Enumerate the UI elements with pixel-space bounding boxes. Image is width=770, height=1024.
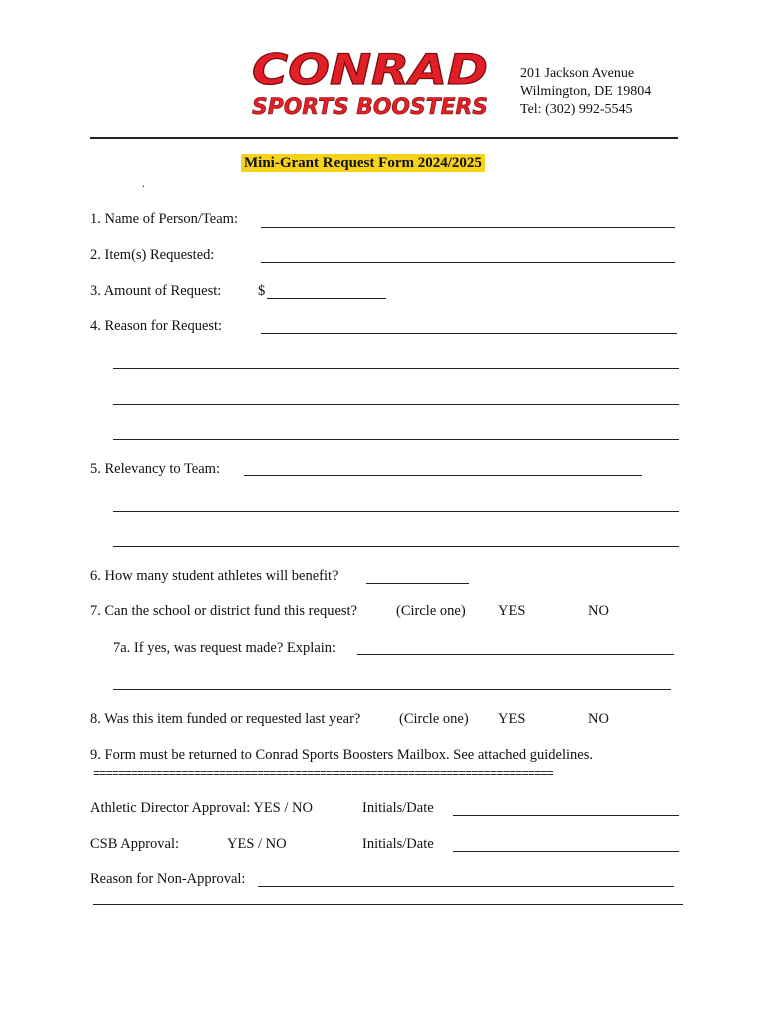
q9-label: 9. Form must be returned to Conrad Sports Boosters Mailbox. See attached guidelines. <box>90 747 593 763</box>
q7-yes-option[interactable]: YES <box>498 603 526 619</box>
csb-initials-line[interactable] <box>453 851 679 852</box>
address-street: 201 Jackson Avenue <box>520 66 635 81</box>
q4-answer-line-3[interactable] <box>113 404 679 405</box>
non-approval-line-1[interactable] <box>258 886 674 887</box>
q8-no-option[interactable]: NO <box>588 711 609 727</box>
csb-initials-label: Initials/Date <box>362 836 434 852</box>
q7a-answer-line-2[interactable] <box>113 689 671 690</box>
header-rule <box>90 137 678 139</box>
address-city: Wilmington, DE 19804 <box>520 84 652 99</box>
address-block <box>520 65 651 119</box>
q1-answer-line[interactable] <box>261 227 675 228</box>
q8-circle-one: (Circle one) <box>399 711 469 727</box>
logo-conrad-text: CONRAD <box>252 46 488 94</box>
ad-initials-label: Initials/Date <box>362 800 434 816</box>
q7a-answer-line-1[interactable] <box>357 654 674 655</box>
q5-answer-line-2[interactable] <box>113 511 679 512</box>
csb-approval-label: CSB Approval: <box>90 836 180 852</box>
q3-answer-line[interactable] <box>267 298 386 299</box>
separator-line: ========================================================================= <box>93 767 553 781</box>
logo-boosters-text: SPORTS BOOSTERS <box>252 95 488 120</box>
q2-label: 2. Item(s) Requested: <box>90 247 215 263</box>
q2-answer-line[interactable] <box>261 262 675 263</box>
ad-initials-line[interactable] <box>453 815 679 816</box>
q7-label: 7. Can the school or district fund this request? <box>90 603 357 619</box>
q3-label: 3. Amount of Request: <box>90 283 222 299</box>
q5-answer-line-3[interactable] <box>113 546 679 547</box>
address-phone: Tel: (302) 992-5545 <box>520 102 633 117</box>
non-approval-label: Reason for Non-Approval: <box>90 871 246 887</box>
q3-currency: $ <box>258 283 266 299</box>
ad-approval-label: Athletic Director Approval: YES / NO <box>90 800 313 816</box>
stray-dot: . <box>142 176 145 190</box>
csb-approval-options[interactable]: YES / NO <box>227 836 287 852</box>
q1-label: 1. Name of Person/Team: <box>90 211 238 227</box>
q4-answer-line-1[interactable] <box>261 333 677 334</box>
q4-answer-line-2[interactable] <box>113 368 679 369</box>
q7-circle-one: (Circle one) <box>396 603 466 619</box>
q4-answer-line-4[interactable] <box>113 439 679 440</box>
q7a-label: 7a. If yes, was request made? Explain: <box>113 640 337 656</box>
q4-label: 4. Reason for Request: <box>90 318 223 334</box>
q6-answer-line[interactable] <box>366 583 469 584</box>
non-approval-line-2[interactable] <box>93 904 683 905</box>
form-title: Mini-Grant Request Form 2024/2025 <box>241 155 485 172</box>
q5-answer-line-1[interactable] <box>244 475 642 476</box>
q7-no-option[interactable]: NO <box>588 603 609 619</box>
q8-label: 8. Was this item funded or requested last year? <box>90 711 361 727</box>
conrad-sports-boosters-logo <box>248 46 492 120</box>
q8-yes-option[interactable]: YES <box>498 711 526 727</box>
q6-label: 6. How many student athletes will benefit? <box>90 568 339 584</box>
q5-label: 5. Relevancy to Team: <box>90 461 220 477</box>
